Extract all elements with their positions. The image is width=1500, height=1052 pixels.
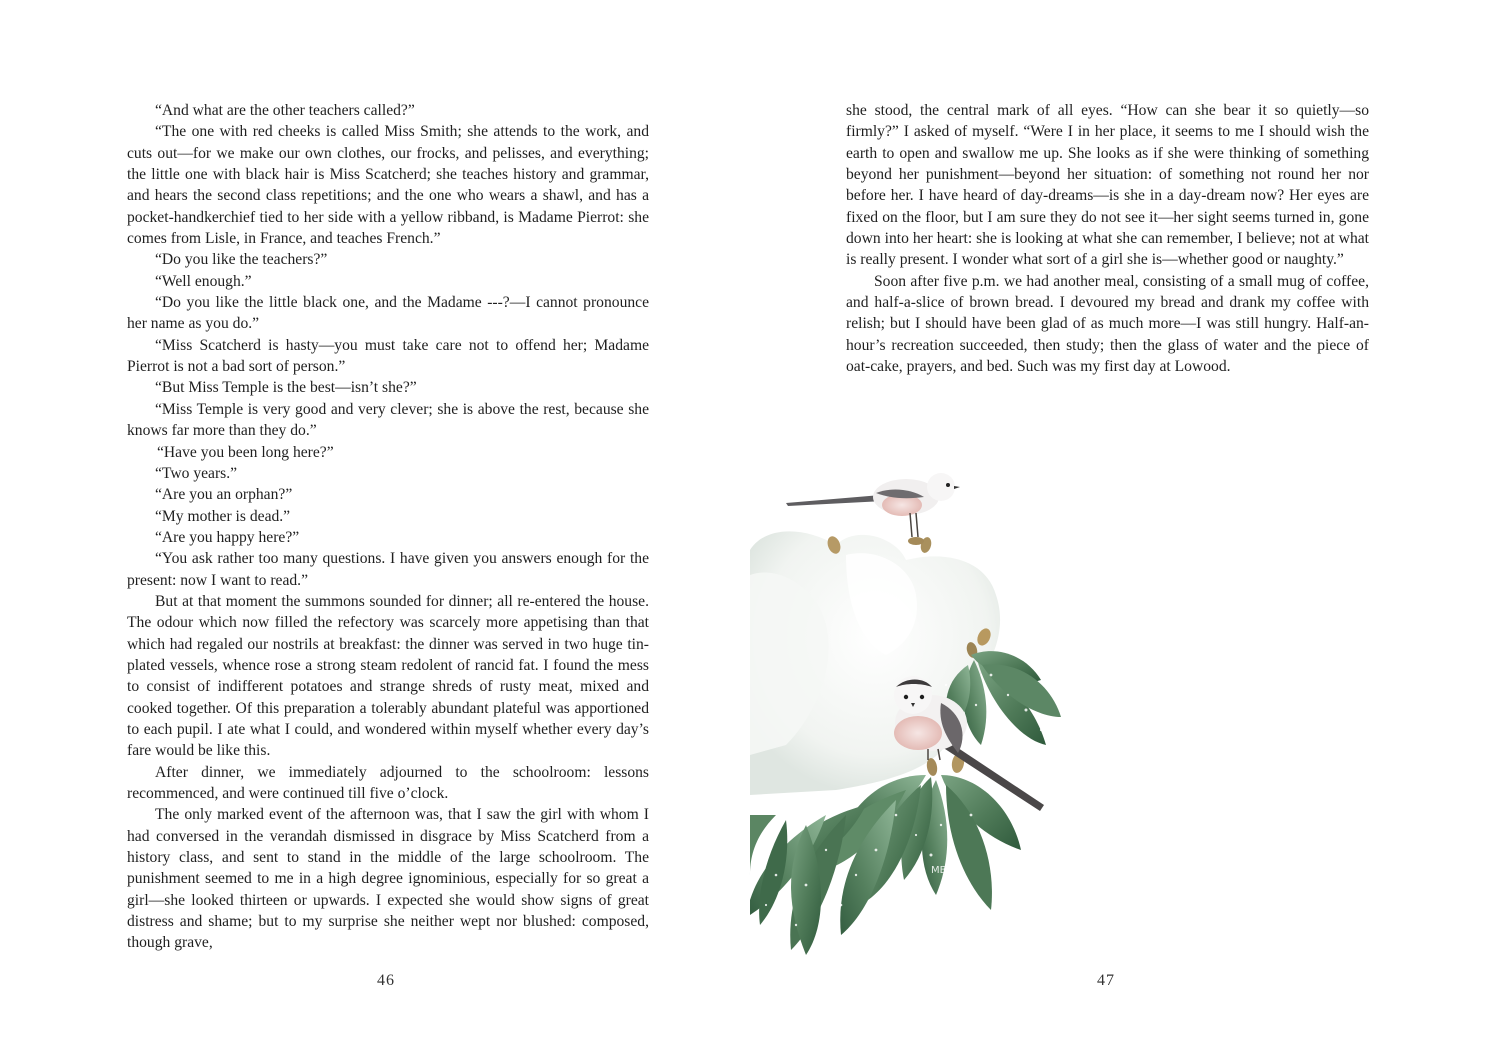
- paragraph: “My mother is dead.”: [155, 507, 291, 525]
- paragraph: The only marked event of the afternoon was, that I saw the girl with whom I had conversed in the verandah dismissed in disgrace by Miss Scatcherd from a history class, and sent to stand in the middle of the large schoolroom. The punishment seemed to me in a high degree ignominious, especially for so great a girl—she looked thirteen or upwards. I expected she would show signs of great distress and shame; but to my surprise she neither wept nor blushed: composed, though grave,: [127, 806, 649, 952]
- paragraph: “Miss Temple is very good and very clever; she is above the rest, because she knows far more than they do.”: [127, 400, 649, 440]
- left-page-text: [127, 100, 649, 954]
- paragraph: “Are you happy here?”: [155, 528, 300, 546]
- paragraph: After dinner, we immediately adjourned to the schoolroom: lessons recommenced, and were continued till five o’clock.: [127, 763, 649, 802]
- paragraph: “The one with red cheeks is called Miss Smith; she attends to the work, and cuts out—for we make our own clothes, our frocks, and pelisses, and everything; the little one with black hair is Miss Scatcherd; she teaches history and grammar, and hears the second class repetitions; and the one who wears a shawl, and has a pocket-handkerchief tied to her side with a yellow ribband, is Madame Pierrot: she comes from Lisle, in France, and teaches French.”: [127, 123, 649, 248]
- top-bird: [786, 473, 960, 545]
- paragraph: Soon after five p.m. we had another meal, consisting of a small mug of coffee, and half-a-slice of brown bread. I devoured my bread and drank my coffee with relish; but I should have been glad of as much more—I was still hungry. Half-an-hour’s recreation succeeded, then study; then the glass of water and the piece of oat-cake, prayers, and bed. Such was my first day at Lowood.: [846, 272, 1369, 376]
- right-page-text: [846, 100, 1369, 377]
- page-number: 47: [1097, 972, 1115, 989]
- paragraph: But at that moment the summons sounded for dinner; all re-entered the house. The odour which now filled the refectory was scarcely more appetising than that which had regaled our nostrils at breakfast: the dinner was served in two huge tin-plated vessels, whence rose a strong steam redolent of rancid fat. I found the mess to consist of indifferent potatoes and strange shreds of rusty meat, mixed and cooked together. Of this preparation a tolerably abundant plateful was apportioned to each pupil. I ate what I could, and wondered within myself whether every day’s fare would be like this.: [127, 592, 649, 760]
- paragraph: “Have you been long here?”: [157, 443, 334, 461]
- paragraph: “But Miss Temple is the best—isn’t she?”: [155, 379, 417, 397]
- paragraph: “Two years.”: [155, 464, 238, 482]
- bird-illustration: [746, 455, 1076, 975]
- paragraph: “And what are the other teachers called?”: [155, 102, 415, 119]
- paragraph: “Are you an orphan?”: [155, 486, 293, 504]
- right-page: [750, 0, 1500, 1052]
- illustration-signature: MB: [931, 865, 947, 876]
- paragraph: “Do you like the teachers?”: [155, 251, 328, 269]
- paragraph: “Well enough.”: [155, 272, 252, 290]
- paragraph: “You ask rather too many questions. I have given you answers enough for the present: now I want to read.”: [127, 550, 649, 589]
- page-number: 46: [377, 972, 395, 989]
- leaf-cluster-lower: [750, 775, 1021, 955]
- paragraph: she stood, the central mark of all eyes. “How can she bear it so quietly—so firmly?” I asked of myself. “Were I in her place, it seems to me I should wish the earth to open and swallow me up. She looks as if she were thinking of something beyond her punishment—beyond her situation: of something not round her nor before her. I have heard of day-dreams—is she in a day-dream now? Her eyes are fixed on the floor, but I am sure they do not see it—her sight seems turned in, gone down into her heart: she is looking at what she can remember, I believe; not at what is really present. I wonder what sort of a girl she is—whether good or naughty.”: [846, 102, 1369, 269]
- paragraph: “Do you like the little black one, and the Madame ---?—I cannot pronounce her name as you do.”: [127, 294, 649, 333]
- paragraph: “Miss Scatcherd is hasty—you must take care not to offend her; Madame Pierrot is not a bad sort of person.”: [127, 336, 649, 376]
